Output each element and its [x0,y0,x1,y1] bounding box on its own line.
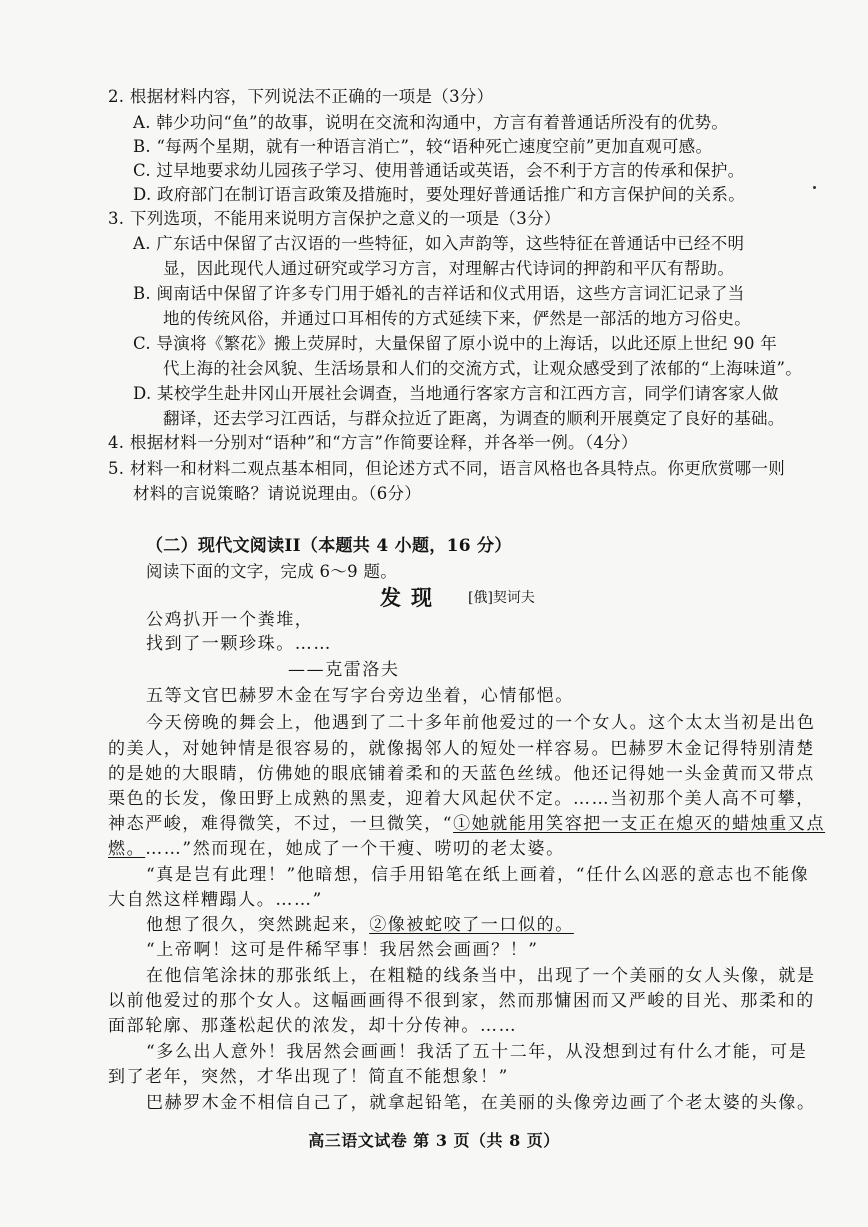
question-3-option-c-line1: C. 导演将《繁花》搬上荧屏时，大量保留了原小说中的上海话，以此还原上世纪 90 年 [133,334,778,353]
question-2-stem: 2. 根据材料内容，下列说法不正确的一项是（3分） [108,87,494,106]
question-3-option-a-line2: 显，因此现代人通过研究或学习方言，对理解古代诗词的押韵和平仄有帮助。 [163,259,735,278]
question-4-stem: 4. 根据材料一分别对“语种”和“方言”作简要诠释，并各举一例。（4分） [108,433,638,452]
epigraph-source: ——克雷洛夫 [288,660,400,680]
story-paragraph-3-line2: 大自然这样糟蹋人。……” [108,890,323,910]
question-5-stem-line2: 材料的言说策略？请说说理由。（6分） [133,484,422,503]
question-2-option-c: C. 过早地要求幼儿园孩子学习、使用普通话或英语，会不利于方言的传承和保护。 [133,161,745,180]
story-paragraph-7-line1: “多么出人意外！我居然会画画！我活了五十二年，从没想到过有什么才能，可是 [146,1042,808,1062]
story-paragraph-2-line1: 今天傍晚的舞会上，他遇到了二十多年前他爱过的一个女人。这个太太当初是出色 [146,713,816,733]
page-footer: 高三语文试卷 第 3 页（共 8 页） [308,1131,560,1150]
story-paragraph-4 [146,914,574,936]
question-3-option-c-line2: 代上海的社会风貌、生活场景和人们的交流方式，让观众感受到了浓郁的“上海味道”。 [163,359,803,378]
section-2-heading: （二）现代文阅读II（本题共 4 小题，16 分） [146,536,512,556]
story-paragraph-1: 五等文官巴赫罗木金在写字台旁边坐着，心情郁悒。 [146,686,574,706]
story-paragraph-7-line2: 到了老年，突然，才华出现了！简直不能想象！” [108,1067,509,1087]
story-text: ……”然而现在，她成了一个干瘦、唠叨的老太婆。 [145,839,565,859]
story-paragraph-2-line4: 栗色的长发，像田野上成熟的黑麦，迎着大风起伏不定。……当初那个美人高不可攀， [108,789,815,809]
scan-speck [813,186,816,189]
story-paragraph-6-line3: 面部轮廓、那蓬松起伏的浓发，却十分传神。…… [108,1016,518,1036]
epigraph-line-2: 找到了一颗珍珠。…… [146,634,332,654]
question-3-option-d-line2: 翻译，还去学习江西话，与群众拉近了距离，为调查的顺利开展奠定了良好的基础。 [163,409,785,428]
story-author: [俄]契诃夫 [468,590,535,606]
underlined-sentence-2: ②像被蛇咬了一口似的。 [369,915,574,935]
question-3-option-b-line2: 地的传统风俗，并通过口耳相传的方式延续下来，俨然是一部活的地方习俗史。 [163,309,751,328]
question-3-stem: 3. 下列选项，不能用来说明方言保护之意义的一项是（3分） [108,209,561,228]
question-2-option-b: B. “每两个星期，就有一种语言消亡”，较“语种死亡速度空前”更加直观可感。 [133,137,713,156]
question-3-option-a-line1: A. 广东话中保留了古汉语的一些特征，如入声韵等，这些特征在普通话中已经不明 [133,234,745,253]
question-5-stem-line1: 5. 材料一和材料二观点基本相同，但论述方式不同，语言风格也各具特点。你更欣赏哪一则 [108,459,786,478]
story-paragraph-5: “上帝啊！这可是件稀罕事！我居然会画画？！” [146,940,539,960]
story-paragraph-2-line6 [108,838,565,860]
story-text: 神态严峻，难得微笑，不过，一旦微笑，“ [108,814,454,834]
story-paragraph-6-line2: 以前他爱过的那个女人。这幅画画得不很到家，然而那慵困而又严峻的目光、那柔和的 [108,991,815,1011]
question-3-option-d-line1: D. 某校学生赴井冈山开展社会调查，当地通行客家方言和江西方言，同学们请客家人做 [133,384,779,403]
story-paragraph-2-line5 [108,813,825,835]
story-text: 他想了很久，突然跳起来， [146,915,370,935]
question-2-option-a: A. 韩少功问“鱼”的故事，说明在交流和沟通中，方言有着普通话所没有的优势。 [133,113,729,132]
question-2-option-d: D. 政府部门在制订语言政策及措施时，要处理好普通话推广和方言保护间的关系。 [133,185,746,204]
epigraph-line-1: 公鸡扒开一个粪堆， [146,610,314,630]
question-3-option-b-line1: B. 闽南话中保留了许多专门用于婚礼的吉祥话和仪式用语，这些方言词汇记录了当 [133,284,745,303]
underlined-sentence-1: ①她就能用笑容把一支正在熄灭的蜡烛重又点 [453,814,826,834]
story-paragraph-2-line3: 的是她的大眼睛，仿佛她的眼底铺着柔和的天蓝色丝绒。他还记得她一头金黄而又带点 [108,764,815,784]
story-title: 发现 [380,585,442,610]
section-2-instruction: 阅读下面的文字，完成 6～9 题。 [146,562,398,581]
story-paragraph-8: 巴赫罗木金不相信自己了，就拿起铅笔，在美丽的头像旁边画了个老太婆的头像。 [146,1093,816,1113]
underlined-sentence-1-end: 燃。 [108,839,146,859]
story-paragraph-6-line1: 在他信笔涂抹的那张纸上，在粗糙的线条当中，出现了一个美丽的女人头像，就是 [146,966,816,986]
story-paragraph-2-line2: 的美人，对她钟情是很容易的，就像揭邻人的短处一样容易。巴赫罗木金记得特别清楚 [108,739,815,759]
story-paragraph-3-line1: “真是岂有此理！”他暗想，信手用铅笔在纸上画着，“任什么凶恶的意志也不能像 [146,865,810,885]
